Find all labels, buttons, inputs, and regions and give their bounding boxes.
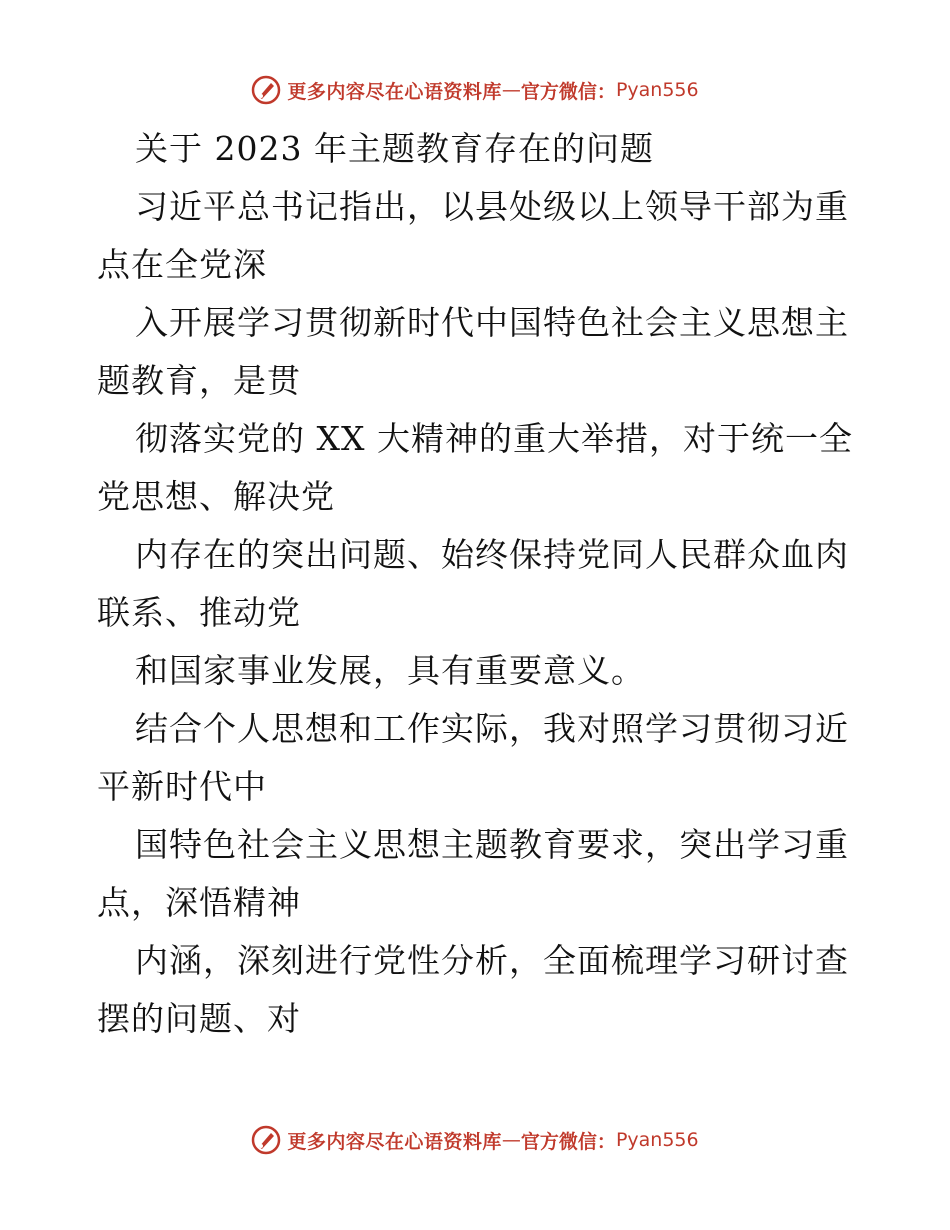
paragraph-line: 结合个人思想和工作实际，我对照学习贯彻习近: [135, 709, 849, 748]
paragraph-line: 党思想、解决党: [97, 477, 335, 516]
paragraph-line: 和国家事业发展，具有重要意义。: [135, 651, 645, 690]
banner-separator: —: [501, 1129, 521, 1151]
banner-wechat-label: 官方微信：: [520, 1130, 616, 1153]
paragraph-line: 平新时代中: [97, 767, 267, 806]
paragraph-line: 点在全党深: [97, 245, 267, 284]
paragraph-line: 点，深悟精神: [97, 883, 301, 922]
paragraph-line: 摆的问题、对: [97, 999, 301, 1038]
banner-wechat-label: 官方微信：: [520, 80, 616, 103]
paragraph-line: 国特色社会主义思想主题教育要求，突出学习重: [135, 825, 849, 864]
paragraph-line: 彻落实党的 XX 大精神的重大举措，对于统一全: [135, 419, 853, 458]
header-banner: [0, 72, 950, 108]
pen-logo-icon: [251, 1125, 281, 1155]
banner-wechat-id: Pyan556: [615, 1129, 699, 1151]
banner-separator: —: [501, 79, 521, 101]
footer-banner: [0, 1122, 950, 1158]
banner-slogan: 更多内容尽在心语资料库: [287, 1130, 502, 1153]
paragraph-line: 内存在的突出问题、始终保持党同人民群众血肉: [135, 535, 849, 574]
paragraph-line: 入开展学习贯彻新时代中国特色社会主义思想主: [135, 303, 849, 342]
paragraph-line: 联系、推动党: [97, 593, 301, 632]
banner-slogan: 更多内容尽在心语资料库: [287, 80, 502, 103]
pen-logo-icon: [251, 75, 281, 105]
paragraph-line: 题教育，是贯: [97, 361, 301, 400]
document-body: [97, 120, 857, 1048]
paragraph-line: 习近平总书记指出，以县处级以上领导干部为重: [135, 187, 849, 226]
document-title: 关于 2023 年主题教育存在的问题: [135, 129, 654, 168]
banner-wechat-id: Pyan556: [615, 79, 699, 101]
paragraph-line: 内涵，深刻进行党性分析，全面梳理学习研讨查: [135, 941, 849, 980]
